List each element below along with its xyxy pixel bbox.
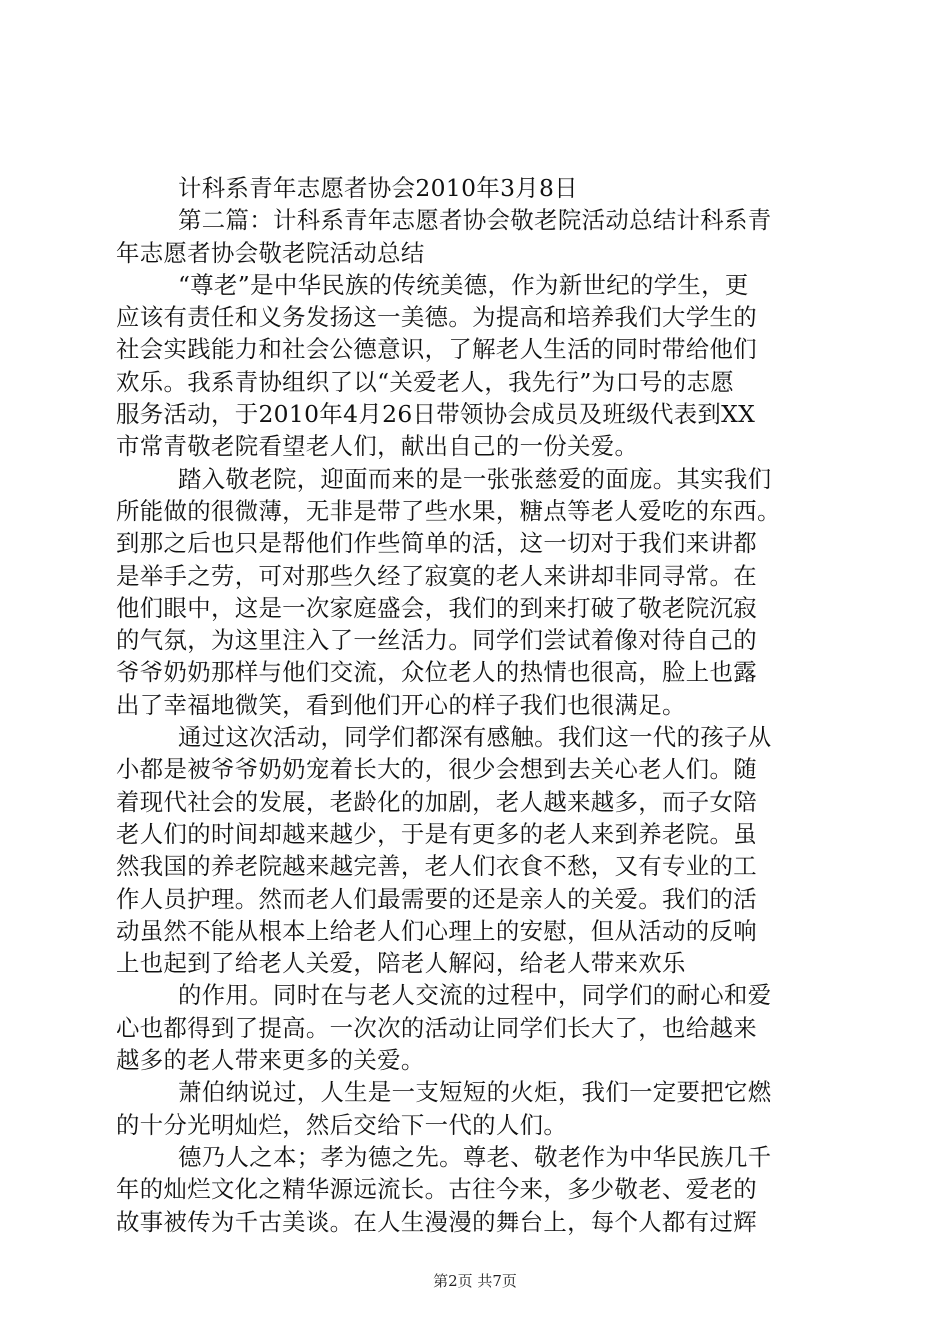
text-line: 到那之后也只是帮他们作些简单的活，这一切对于我们来讲都 [116, 529, 757, 558]
text-line: 萧伯纳说过，人生是一支短短的火炬，我们一定要把它燃 [178, 1078, 772, 1107]
text-line: 社会实践能力和社会公德意识，了解老人生活的同时带给他们 [116, 335, 757, 364]
text-line: 是举手之劳，可对那些久经了寂寞的老人来讲却非同寻常。在 [116, 561, 757, 590]
text-line: 应该有责任和义务发扬这一美德。为提高和培养我们大学生的 [116, 303, 757, 332]
text-line: 踏入敬老院，迎面而来的是一张张慈爱的面庞。其实我们 [178, 464, 772, 493]
text-line: 欢乐。我系青协组织了以“关爱老人，我先行”为口号的志愿 [116, 367, 735, 396]
page-footer [0, 1271, 950, 1291]
text-line: 动虽然不能从根本上给老人们心理上的安慰，但从活动的反响 [116, 916, 757, 945]
document-body [116, 172, 834, 1238]
text-line: 德乃人之本；孝为德之先。尊老、敬老作为中华民族几千 [178, 1142, 772, 1171]
text-line: 市常青敬老院看望老人们，献出自己的一份关爱。 [116, 432, 639, 461]
text-line: 第二篇：计科系青年志愿者协会敬老院活动总结计科系青 [178, 206, 772, 235]
text-line: “尊老”是中华民族的传统美德，作为新世纪的学生，更 [178, 270, 749, 299]
text-line: 老人们的时间却越来越少，于是有更多的老人来到养老院。虽 [116, 819, 757, 848]
text-line: 所能做的很微薄，无非是带了些水果，糖点等老人爱吃的东西。 [116, 496, 781, 525]
text-line: 计科系青年志愿者协会2010年3月8日 [178, 174, 579, 202]
text-line: 的气氛，为这里注入了一丝活力。同学们尝试着像对待自己的 [116, 626, 757, 655]
text-line: 故事被传为千古美谈。在人生漫漫的舞台上，每个人都有过辉 [116, 1207, 757, 1236]
text-line: 的十分光明灿烂，然后交给下一代的人们。 [116, 1110, 568, 1139]
text-line: 通过这次活动，同学们都深有感触。我们这一代的孩子从 [178, 723, 772, 752]
text-line: 作人员护理。然而老人们最需要的还是亲人的关爱。我们的活 [116, 884, 757, 913]
text-line: 他们眼中，这是一次家庭盛会，我们的到来打破了敬老院沉寂 [116, 593, 757, 622]
text-line: 出了幸福地微笑，看到他们开心的样子我们也很满足。 [116, 690, 686, 719]
text-line: 年志愿者协会敬老院活动总结 [116, 238, 425, 267]
text-line: 着现代社会的发展，老龄化的加剧，老人越来越多，而子女陪 [116, 787, 757, 816]
text-line: 小都是被爷爷奶奶宠着长大的，很少会想到去关心老人们。随 [116, 755, 757, 784]
text-line: 然我国的养老院越来越完善，老人们衣食不愁，又有专业的工 [116, 852, 757, 881]
text-line: 年的灿烂文化之精华源远流长。古往今来，多少敬老、爱老的 [116, 1175, 757, 1204]
page-number: 第2页 共7页 [433, 1272, 517, 1290]
text-line: 爷爷奶奶那样与他们交流，众位老人的热情也很高，脸上也露 [116, 658, 757, 687]
text-line: 上也起到了给老人关爱，陪老人解闷，给老人带来欢乐 [116, 949, 686, 978]
text-line: 心也都得到了提高。一次次的活动让同学们长大了，也给越来 [116, 1013, 757, 1042]
text-line: 的作用。同时在与老人交流的过程中，同学们的耐心和爱 [178, 981, 772, 1010]
text-line: 服务活动，于2010年4月26日带领协会成员及班级代表到XX [116, 400, 756, 429]
text-line: 越多的老人带来更多的关爱。 [116, 1046, 425, 1075]
